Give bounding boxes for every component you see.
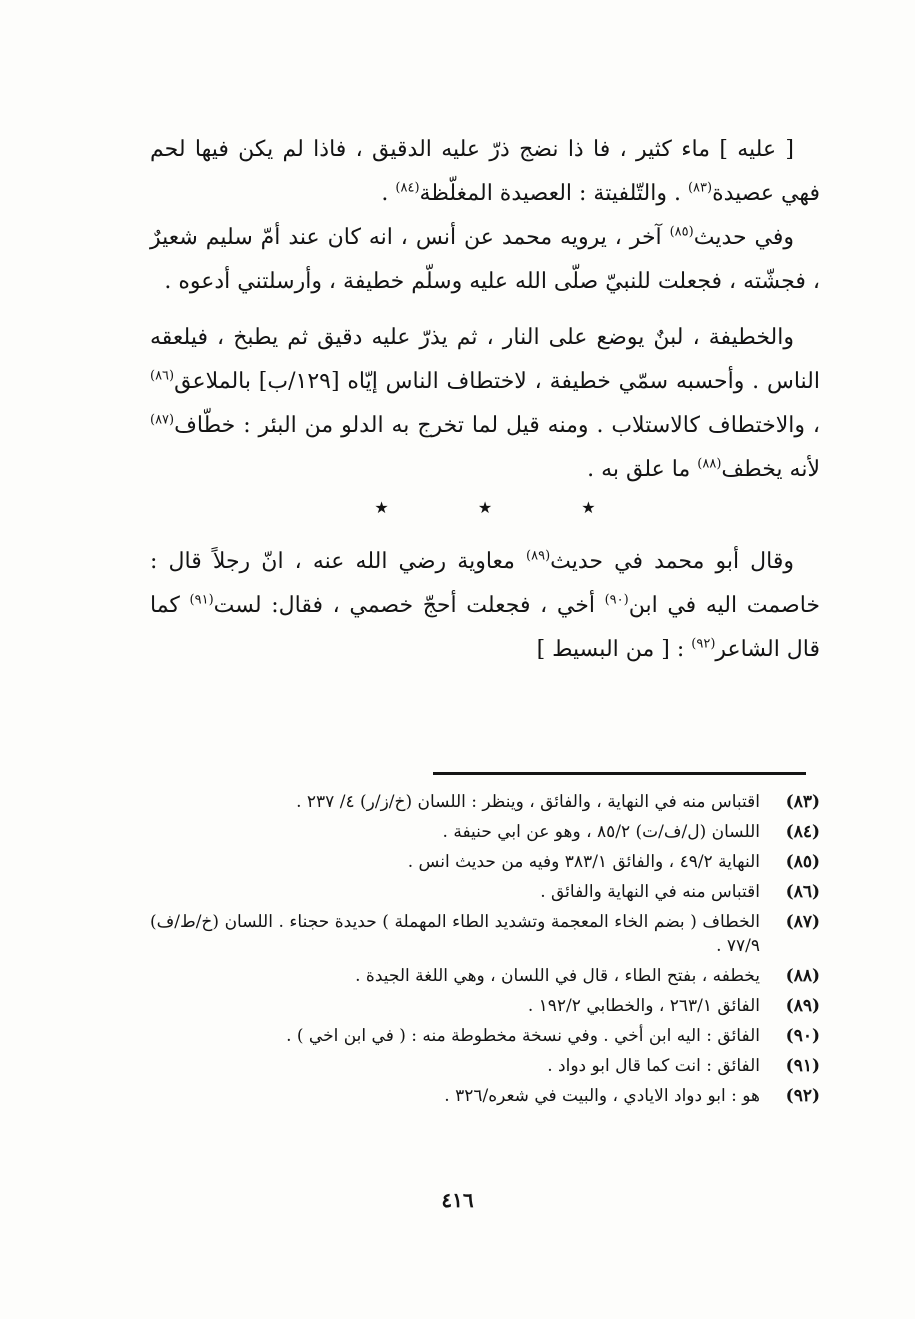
footnote-text: اقتباس منه في النهاية والفائق . [540,882,760,902]
footnote-text: يخطفه ، بفتح الطاء ، قال في اللسان ، وهي اللغة الجيدة . [355,966,760,986]
footnote-reference: (٩٠) [604,592,629,608]
paragraph-muawiya-hadith [150,540,820,672]
footnote-number: (٩٢) [785,1086,820,1106]
paragraph-text: لأنه يخطف [721,457,820,482]
footnote-text: اللسان (ل/ف/ت) ٨٥/٢ ، وهو عن ابي حنيفة . [442,822,760,842]
footnote-item [150,880,820,904]
paragraph-text: معاوية رضي الله عنه ، انّ رجلاً قال : خاصمت اليه في ابن [150,549,821,618]
footnote-item [150,964,820,988]
footnote-reference: (٨٨) [697,456,722,472]
footnote-item [150,1054,820,1078]
footnote-text: النهاية ٤٩/٢ ، والفائق ٣٨٣/١ وفيه من حديث انس . [407,852,760,872]
footnote-text: الفائق : اليه ابن أخي . وفي نسخة مخطوطة منه : ( في ابن اخي ) . [286,1026,760,1046]
footnote-divider [433,772,806,775]
footnote-text: اقتباس منه في النهاية ، والفائق ، وينظر : اللسان (خ/ز/ر) ٤/ ٢٣٧ . [296,792,760,812]
footnote-reference: (٩١) [189,592,214,608]
footnote-reference: (٨٧) [150,412,175,428]
footnote-reference: (٨٦) [150,368,175,384]
paragraph-text: ، والاختطاف كالاستلاب . ومنه قيل لما تخرج به الدلو من البئر : خطّاف [174,413,820,438]
paragraph-text: والخطيفة ، لبنٌ يوضع على النار ، ثم يذرّ عليه دقيق ثم يطبخ ، فيلعقه الناس . وأحسبه سمّي خطيفة ، لاختطاف الناس إيّاه [١٢٩/ب] بالملاعق [150,325,820,394]
footnote-item [150,1024,820,1048]
footnote-reference: (٨٣) [687,180,713,196]
footnote-number: (٨٣) [785,792,820,812]
footnote-number: (٩٠) [785,1026,820,1046]
footnote-number: (٨٨) [785,966,820,986]
footnote-item [150,910,820,958]
footnote-reference: (٨٤) [395,180,420,196]
footnotes-section [150,790,820,1114]
footnote-reference: (٨٩) [526,548,551,564]
paragraph-khatifa-definition [150,316,820,492]
footnote-number: (٨٦) [785,882,820,902]
paragraph-text: . [381,181,396,206]
paragraph-text: كما قال الشاعر [150,593,820,662]
main-text [150,128,820,672]
paragraph-text: : [ من البسيط ] [536,637,692,662]
footnote-text: هو : ابو دواد الايادي ، والبيت في شعره/٣٢٦ . [444,1086,760,1106]
footnote-text: الخطاف ( بضم الخاء المعجمة وتشديد الطاء المهملة ) حديدة حجناء . اللسان (خ/ط/ف) ٧٧/٩ . [150,912,760,956]
footnote-item [150,1084,820,1108]
paragraph-text: . والتّلفيتة : العصيدة المغلّظة [419,181,688,206]
footnote-reference: (٩٢) [691,636,716,652]
footnote-number: (٨٧) [785,912,820,932]
footnote-item [150,994,820,1018]
footnote-text: الفائق : انت كما قال ابو دواد . [547,1056,760,1076]
footnote-number: (٨٤) [785,822,820,842]
paragraph-text: وقال أبو محمد في حديث [550,549,794,574]
paragraph-anas-hadith [150,216,820,304]
footnote-item [150,850,820,874]
footnote-item [150,790,820,814]
paragraph-recipe [150,128,820,216]
page-number: ٤١٦ [441,1188,474,1212]
footnote-number: (٨٩) [785,996,820,1016]
footnote-text: الفائق ٢٦٣/١ ، والخطابي ١٩٢/٢ . [527,996,760,1016]
footnote-number: (٨٥) [785,852,820,872]
footnote-item [150,820,820,844]
paragraph-text: آخر ، يرويه محمد عن أنس ، انه كان عند أمّ سليم شعيرٌ ، فجشّته ، فجعلت للنبيّ صلّى الله عليه وسلّم خطيفة ، وأرسلتني أدعوه . [150,225,820,294]
footnote-reference: (٨٥) [669,224,694,240]
footnote-number: (٩١) [785,1056,820,1076]
section-separator: ★ ★ ★ [374,498,638,517]
paragraph-text: أخي ، فجعلت أحجّ خصمي ، فقال: لست [213,593,605,618]
paragraph-text: وفي حديث [693,225,794,250]
paragraph-text: ما علق به . [587,457,698,482]
paragraph-text: [ عليه ] ماء كثير ، فا ذا نضج ذرّ عليه الدقيق ، فاذا لم يكن فيها لحم فهي عصيدة [150,137,820,206]
